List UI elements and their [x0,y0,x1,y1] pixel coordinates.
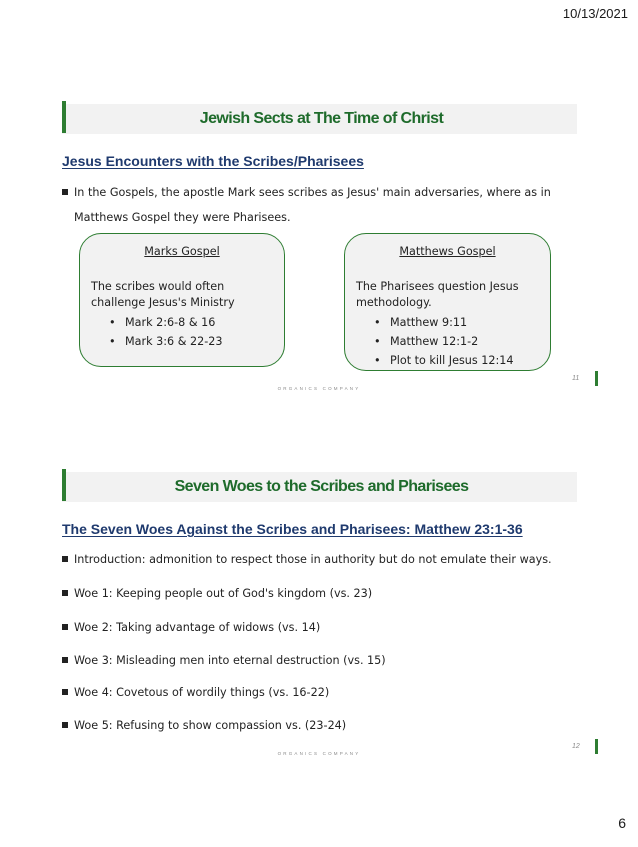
square-bullet-icon [62,624,68,630]
square-bullet-icon [62,689,68,695]
list-item: • Mark 3:6 & 22-23 [109,332,223,351]
bullet-text: Woe 3: Misleading men into eternal destruction (vs. 15) [74,654,386,667]
box-text-line: The scribes would often [91,280,225,293]
bullet-text: In the Gospels, the apostle Mark sees scribes as Jesus' main adversaries, where as in [74,186,551,199]
slide-footer: ORGANICS COMPANY [277,386,361,391]
bullet-item [62,587,372,600]
box-list [374,313,514,370]
bullet-text: Woe 5: Refusing to show compassion vs. (23-24) [74,719,347,732]
slide-number-accent [595,739,598,754]
bullet-text: Introduction: admonition to respect those in authority but do not emulate their ways. [74,553,552,566]
slide-number: 11 [572,375,580,382]
square-bullet-icon [62,556,68,562]
slide-subhead: Jesus Encounters with the Scribes/Pharisees [62,153,364,169]
box-text-line: The Pharisees question Jesus [356,280,519,293]
list-item: • Plot to kill Jesus 12:14 [374,351,514,370]
marks-gospel-box [79,233,285,367]
bullet-item [62,621,320,634]
list-item: • Matthew 12:1-2 [374,332,514,351]
box-text [356,279,519,311]
box-text-line: methodology. [356,296,432,309]
slide-title: Seven Woes to the Scribes and Pharisees [174,478,469,495]
bullet-item [62,186,551,199]
bullet-item [62,553,552,566]
bullet-text: Woe 4: Covetous of wordily things (vs. 16-22) [74,686,330,699]
square-bullet-icon [62,722,68,728]
page-date: 10/13/2021 [562,6,628,21]
bullet-continuation: Matthews Gospel they were Pharisees. [74,211,291,224]
slide-title: Jewish Sects at The Time of Christ [199,110,444,127]
slide-subhead: The Seven Woes Against the Scribes and Pharisees: Matthew 23:1-36 [62,521,523,537]
square-bullet-icon [62,657,68,663]
box-title: Marks Gospel [144,245,220,258]
square-bullet-icon [62,590,68,596]
box-text-line: challenge Jesus's Ministry [91,296,235,309]
bullet-item [62,686,329,699]
bullet-item [62,654,386,667]
slide-number: 12 [572,743,580,750]
page-number: 6 [618,815,626,831]
box-text [91,279,235,311]
matthews-gospel-box [344,233,551,371]
list-item: • Mark 2:6-8 & 16 [109,313,223,332]
bullet-text: Woe 1: Keeping people out of God's kingdom (vs. 23) [74,587,373,600]
list-item: • Matthew 9:11 [374,313,514,332]
bullet-item [62,719,346,732]
bullet-text: Woe 2: Taking advantage of widows (vs. 14) [74,621,321,634]
square-bullet-icon [62,189,68,195]
slide-footer: ORGANICS COMPANY [277,751,361,756]
box-title: Matthews Gospel [399,245,496,258]
box-list [109,313,223,351]
slide-number-accent [595,371,598,386]
